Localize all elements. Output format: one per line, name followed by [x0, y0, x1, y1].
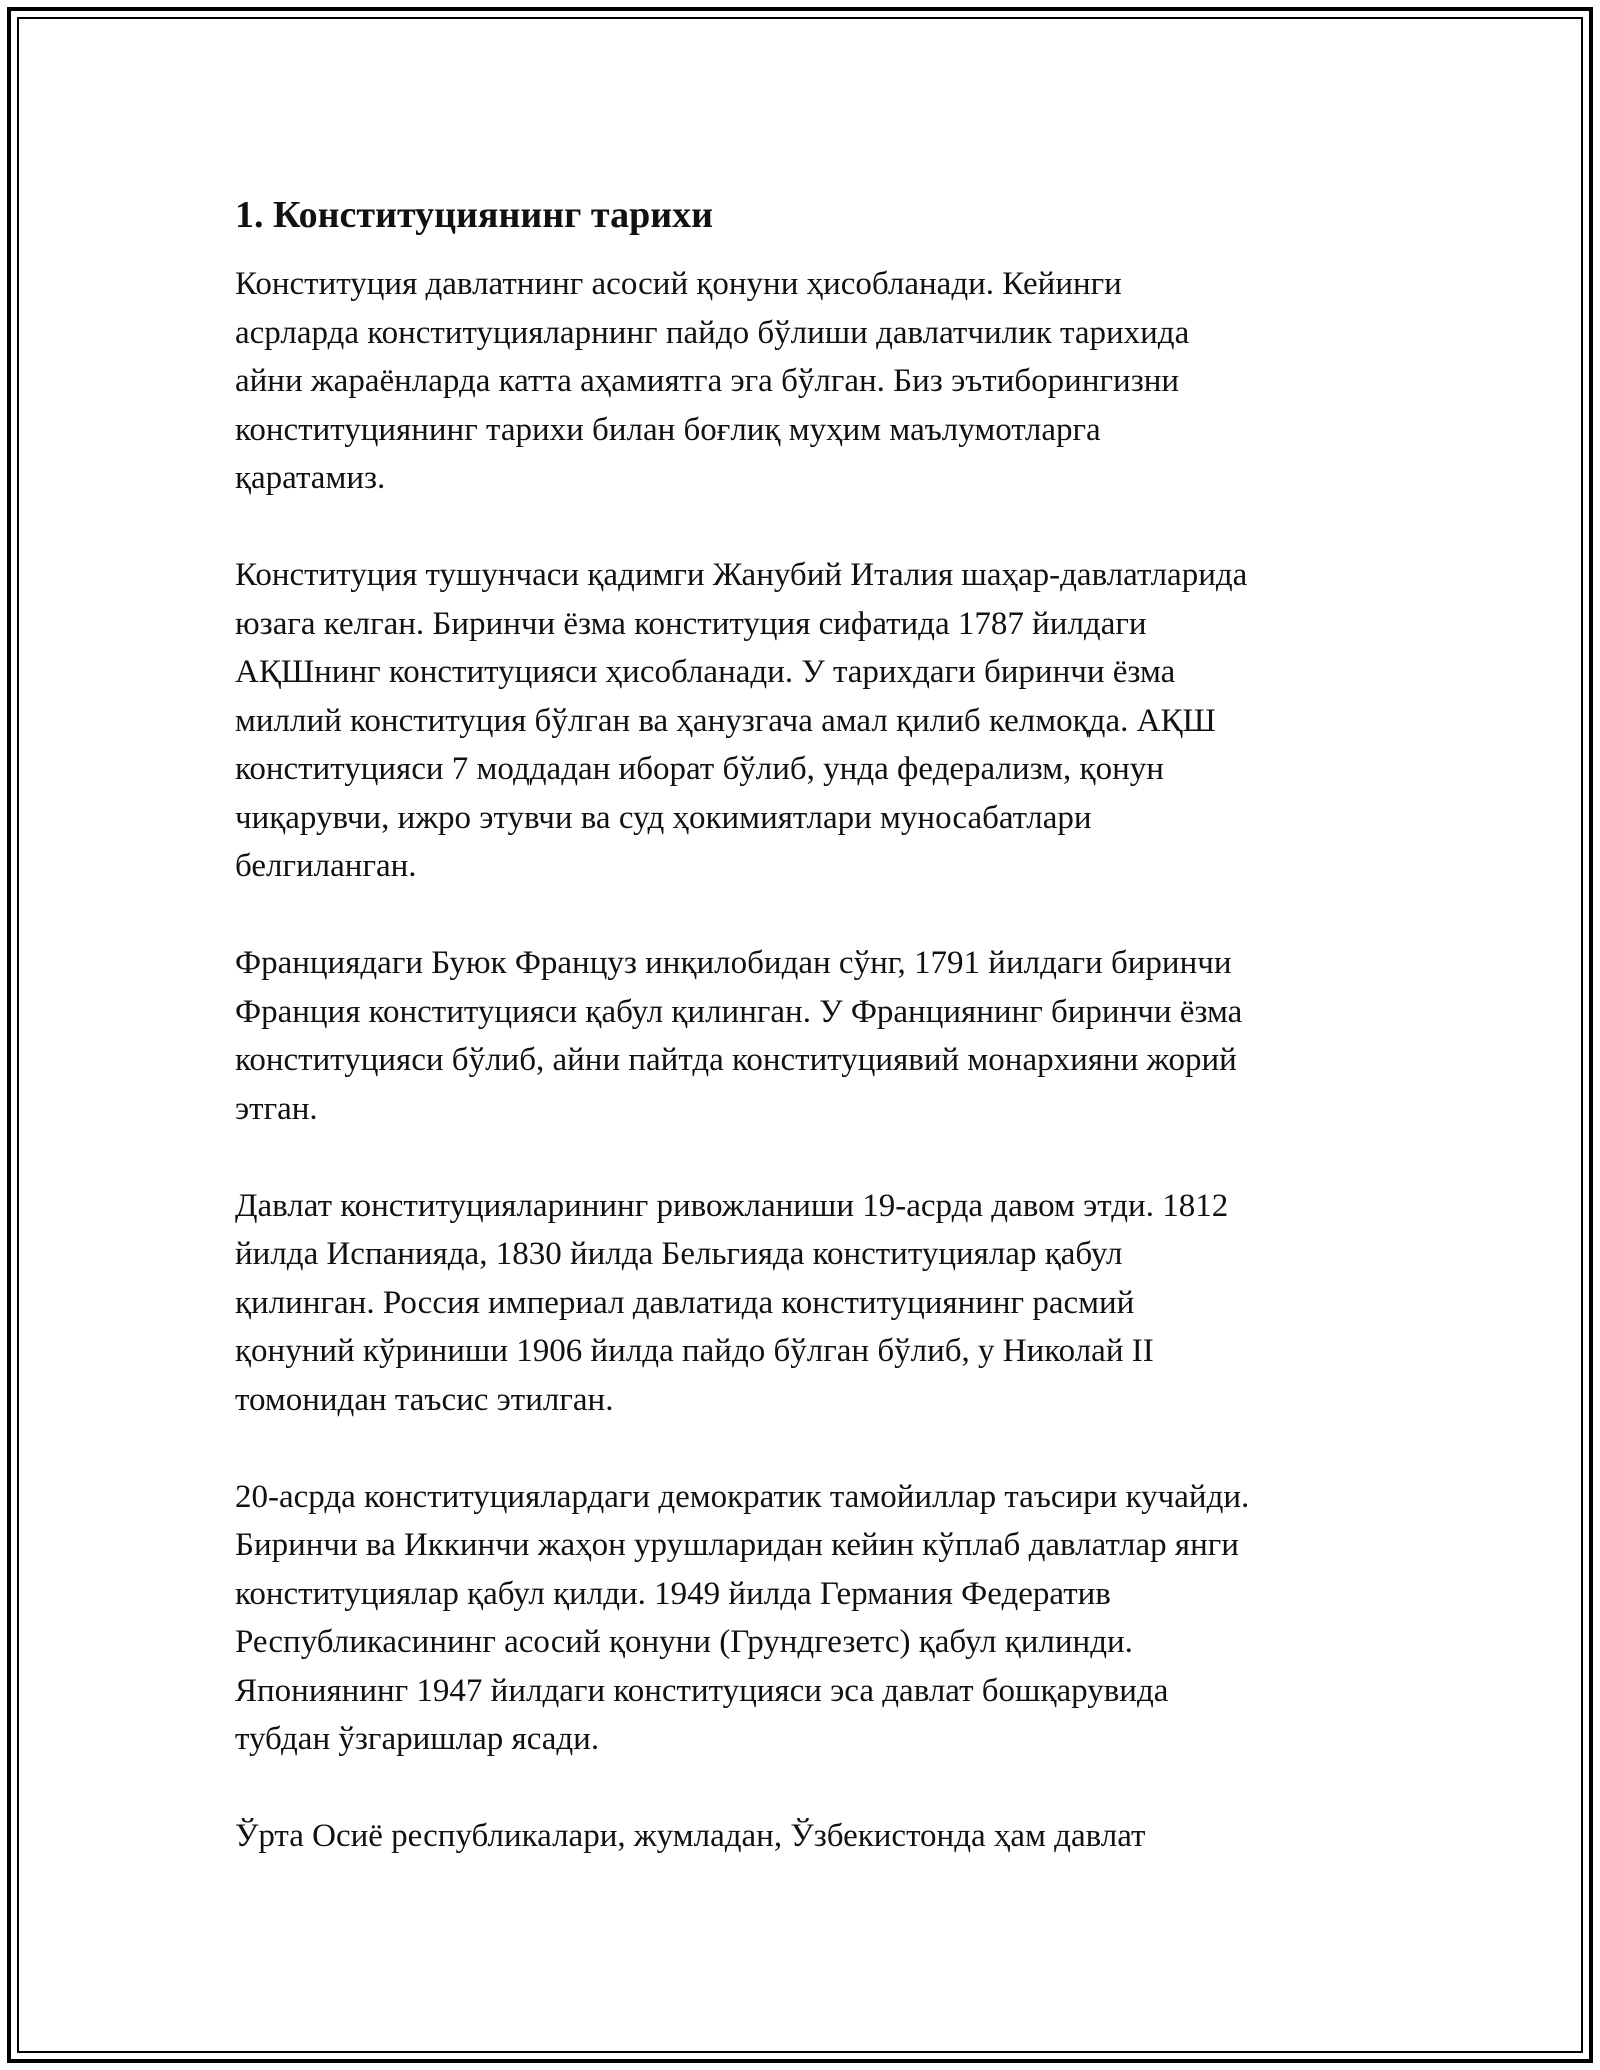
- paragraph: [235, 1182, 1375, 1425]
- text-line: этган.: [235, 1090, 318, 1127]
- document-body: [235, 190, 1375, 1861]
- text-line: Франциядаги Буюк Француз инқилобидан сўнг, 1791 йилдаги биринчи: [235, 945, 1232, 981]
- paragraph-list: [235, 260, 1375, 1861]
- text-line: Конституция тушунчаси қадимги Жанубий Италия шаҳар-давлатларида: [235, 557, 1248, 593]
- paragraph: [235, 551, 1375, 891]
- text-line: конституцияси 7 моддадан иборат бўлиб, унда федерализм, қонун: [235, 751, 1164, 787]
- document-title: 1. Конституциянинг тарихи: [235, 194, 713, 236]
- text-line: чиқарувчи, ижро этувчи ва суд ҳокимиятлари муносабатлари: [235, 799, 1092, 836]
- text-line: 20-асрда конституциялардаги демократик тамойиллар таъсири кучайди.: [235, 1478, 1250, 1515]
- paragraph: [235, 260, 1375, 503]
- text-line: Республикасининг асосий қонуни (Грундгезетс) қабул қилинди.: [235, 1624, 1133, 1660]
- text-line: қонуний кўриниши 1906 йилда пайдо бўлган бўлиб, у Николай II: [235, 1333, 1154, 1369]
- text-line: айни жараёнларда катта аҳамиятга эга бўлган. Биз эътиборингизни: [235, 363, 1180, 399]
- text-line: Япониянинг 1947 йилдаги конституцияси эса давлат бошқарувида: [235, 1672, 1169, 1709]
- paragraph: [235, 1473, 1375, 1764]
- text-line: конституциянинг тарихи билан боғлиқ муҳим маълумотларга: [235, 411, 1101, 448]
- text-line: Конституция давлатнинг асосий қонуни ҳисобланади. Кейинги: [235, 266, 1122, 302]
- text-line: АҚШнинг конституцияси ҳисобланади. У тарихдаги биринчи ёзма: [235, 654, 1176, 690]
- text-line: конституциялар қабул қилди. 1949 йилда Германия Федератив: [235, 1575, 1111, 1612]
- text-line: қаратамиз.: [235, 460, 386, 496]
- text-line: қилинган. Россия империал давлатида конституциянинг расмий: [235, 1284, 1135, 1321]
- text-line: Франция конституцияси қабул қилинган. У Франциянинг биринчи ёзма: [235, 993, 1243, 1030]
- text-line: тубдан ўзгаришлар ясади.: [235, 1721, 600, 1757]
- text-line: асрларда конституцияларнинг пайдо бўлиши давлатчилик тарихида: [235, 314, 1190, 351]
- text-line: Биринчи ва Иккинчи жаҳон урушларидан кейин кўплаб давлатлар янги: [235, 1527, 1239, 1563]
- text-line: белгиланган.: [235, 848, 417, 884]
- text-line: йилда Испанияда, 1830 йилда Бельгияда конституциялар қабул: [235, 1236, 1123, 1272]
- paragraph: [235, 1812, 1375, 1861]
- paragraph: [235, 939, 1375, 1133]
- text-line: конституцияси бўлиб, айни пайтда конституциявий монархияни жорий: [235, 1042, 1237, 1078]
- text-line: томонидан таъсис этилган.: [235, 1381, 614, 1418]
- text-line: юзага келган. Биринчи ёзма конституция сифатида 1787 йилдаги: [235, 605, 1147, 642]
- text-line: Давлат конституцияларининг ривожланиши 19-асрда давом этди. 1812: [235, 1187, 1229, 1224]
- text-line: Ўрта Осиё республикалари, жумладан, Ўзбекистонда ҳам давлат: [235, 1818, 1146, 1854]
- text-line: миллий конституция бўлган ва ҳанузгача амал қилиб келмоқда. АҚШ: [235, 702, 1216, 739]
